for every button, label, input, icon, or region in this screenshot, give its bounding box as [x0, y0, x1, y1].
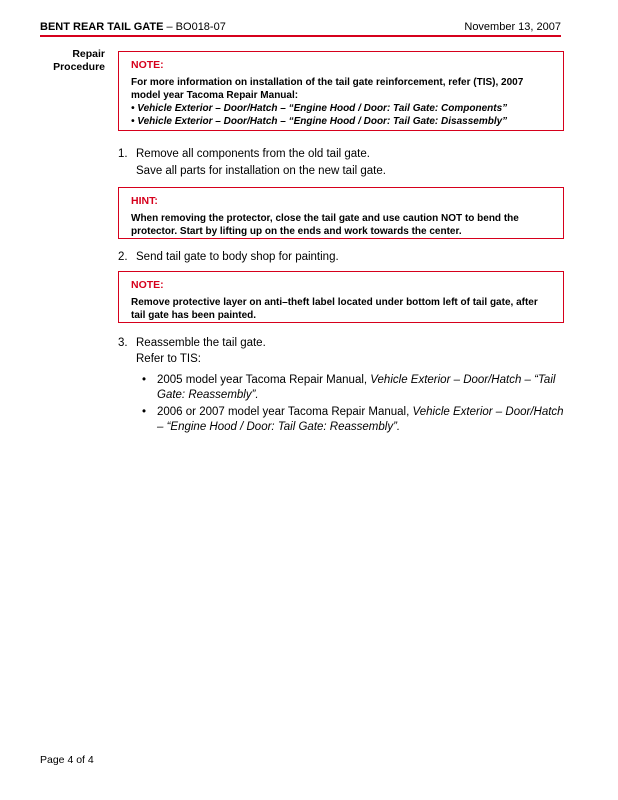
step-3-bullet-1	[142, 373, 567, 403]
header-divider	[40, 35, 561, 37]
page-number: Page 4 of 4	[40, 754, 94, 766]
note-box-2-heading: NOTE:	[131, 279, 164, 291]
step-3-subtext: Refer to TIS:	[136, 353, 201, 365]
note-box-1	[118, 51, 564, 131]
step-2	[118, 250, 339, 265]
bullet-dot: •	[142, 374, 147, 386]
document-code: – BO018-07	[163, 21, 226, 33]
step-3-text: Reassemble the tail gate.	[136, 337, 266, 349]
bullet-italic-text: Vehicle Exterior – Door/Hatch – “Engine Hood / Door: Tail Gate: Reassembly”.	[157, 406, 564, 433]
hint-box-heading: HINT:	[131, 195, 158, 207]
step-3-number: 3.	[118, 337, 128, 349]
step-1-text: Remove all components from the old tail gate.	[136, 148, 370, 160]
page-header	[40, 21, 561, 35]
step-1-subtext: Save all parts for installation on the new tail gate.	[136, 165, 386, 177]
step-1-number: 1.	[118, 148, 128, 160]
note-box-1-heading: NOTE:	[131, 59, 164, 71]
section-label-line2: Procedure	[53, 61, 105, 73]
hint-box	[118, 187, 564, 239]
bullet-plain-text: 2005 model year Tacoma Repair Manual,	[157, 374, 371, 386]
note-box-1-bullet-1: • Vehicle Exterior – Door/Hatch – “Engine Hood / Door: Tail Gate: Components”	[131, 103, 508, 114]
note-box-1-bullet-2: • Vehicle Exterior – Door/Hatch – “Engine Hood / Door: Tail Gate: Disassembly”	[131, 116, 508, 127]
hint-box-text: When removing the protector, close the tail gate and use caution NOT to bend the protector. Start by lifting up on the ends and work towards the center.	[131, 213, 519, 237]
document-date: November 13, 2007	[464, 21, 561, 33]
step-1	[118, 147, 370, 162]
document-title	[40, 21, 226, 33]
bullet-text	[142, 405, 567, 435]
note-box-1-text: For more information on installation of the tail gate reinforcement, refer (TIS), 2007 model year Tacoma Repair Manual:	[131, 77, 524, 101]
section-label-line1: Repair	[72, 48, 105, 60]
bullet-text	[142, 373, 567, 403]
step-3-bullet-2	[142, 405, 567, 435]
step-2-text: Send tail gate to body shop for painting.	[136, 251, 339, 263]
step-3	[118, 336, 266, 351]
section-label	[40, 48, 105, 74]
note-box-2-text: Remove protective layer on anti–theft label located under bottom left of tail gate, after tail gate has been painted.	[131, 297, 538, 321]
document-title-bold: BENT REAR TAIL GATE	[40, 21, 164, 33]
step-2-number: 2.	[118, 251, 128, 263]
note-box-2	[118, 271, 564, 323]
bullet-italic-text: Vehicle Exterior – Door/Hatch – “Tail Gate: Reassembly”.	[157, 374, 556, 401]
bullet-plain-text: 2006 or 2007 model year Tacoma Repair Manual,	[157, 406, 413, 418]
bullet-dot: •	[142, 406, 147, 418]
